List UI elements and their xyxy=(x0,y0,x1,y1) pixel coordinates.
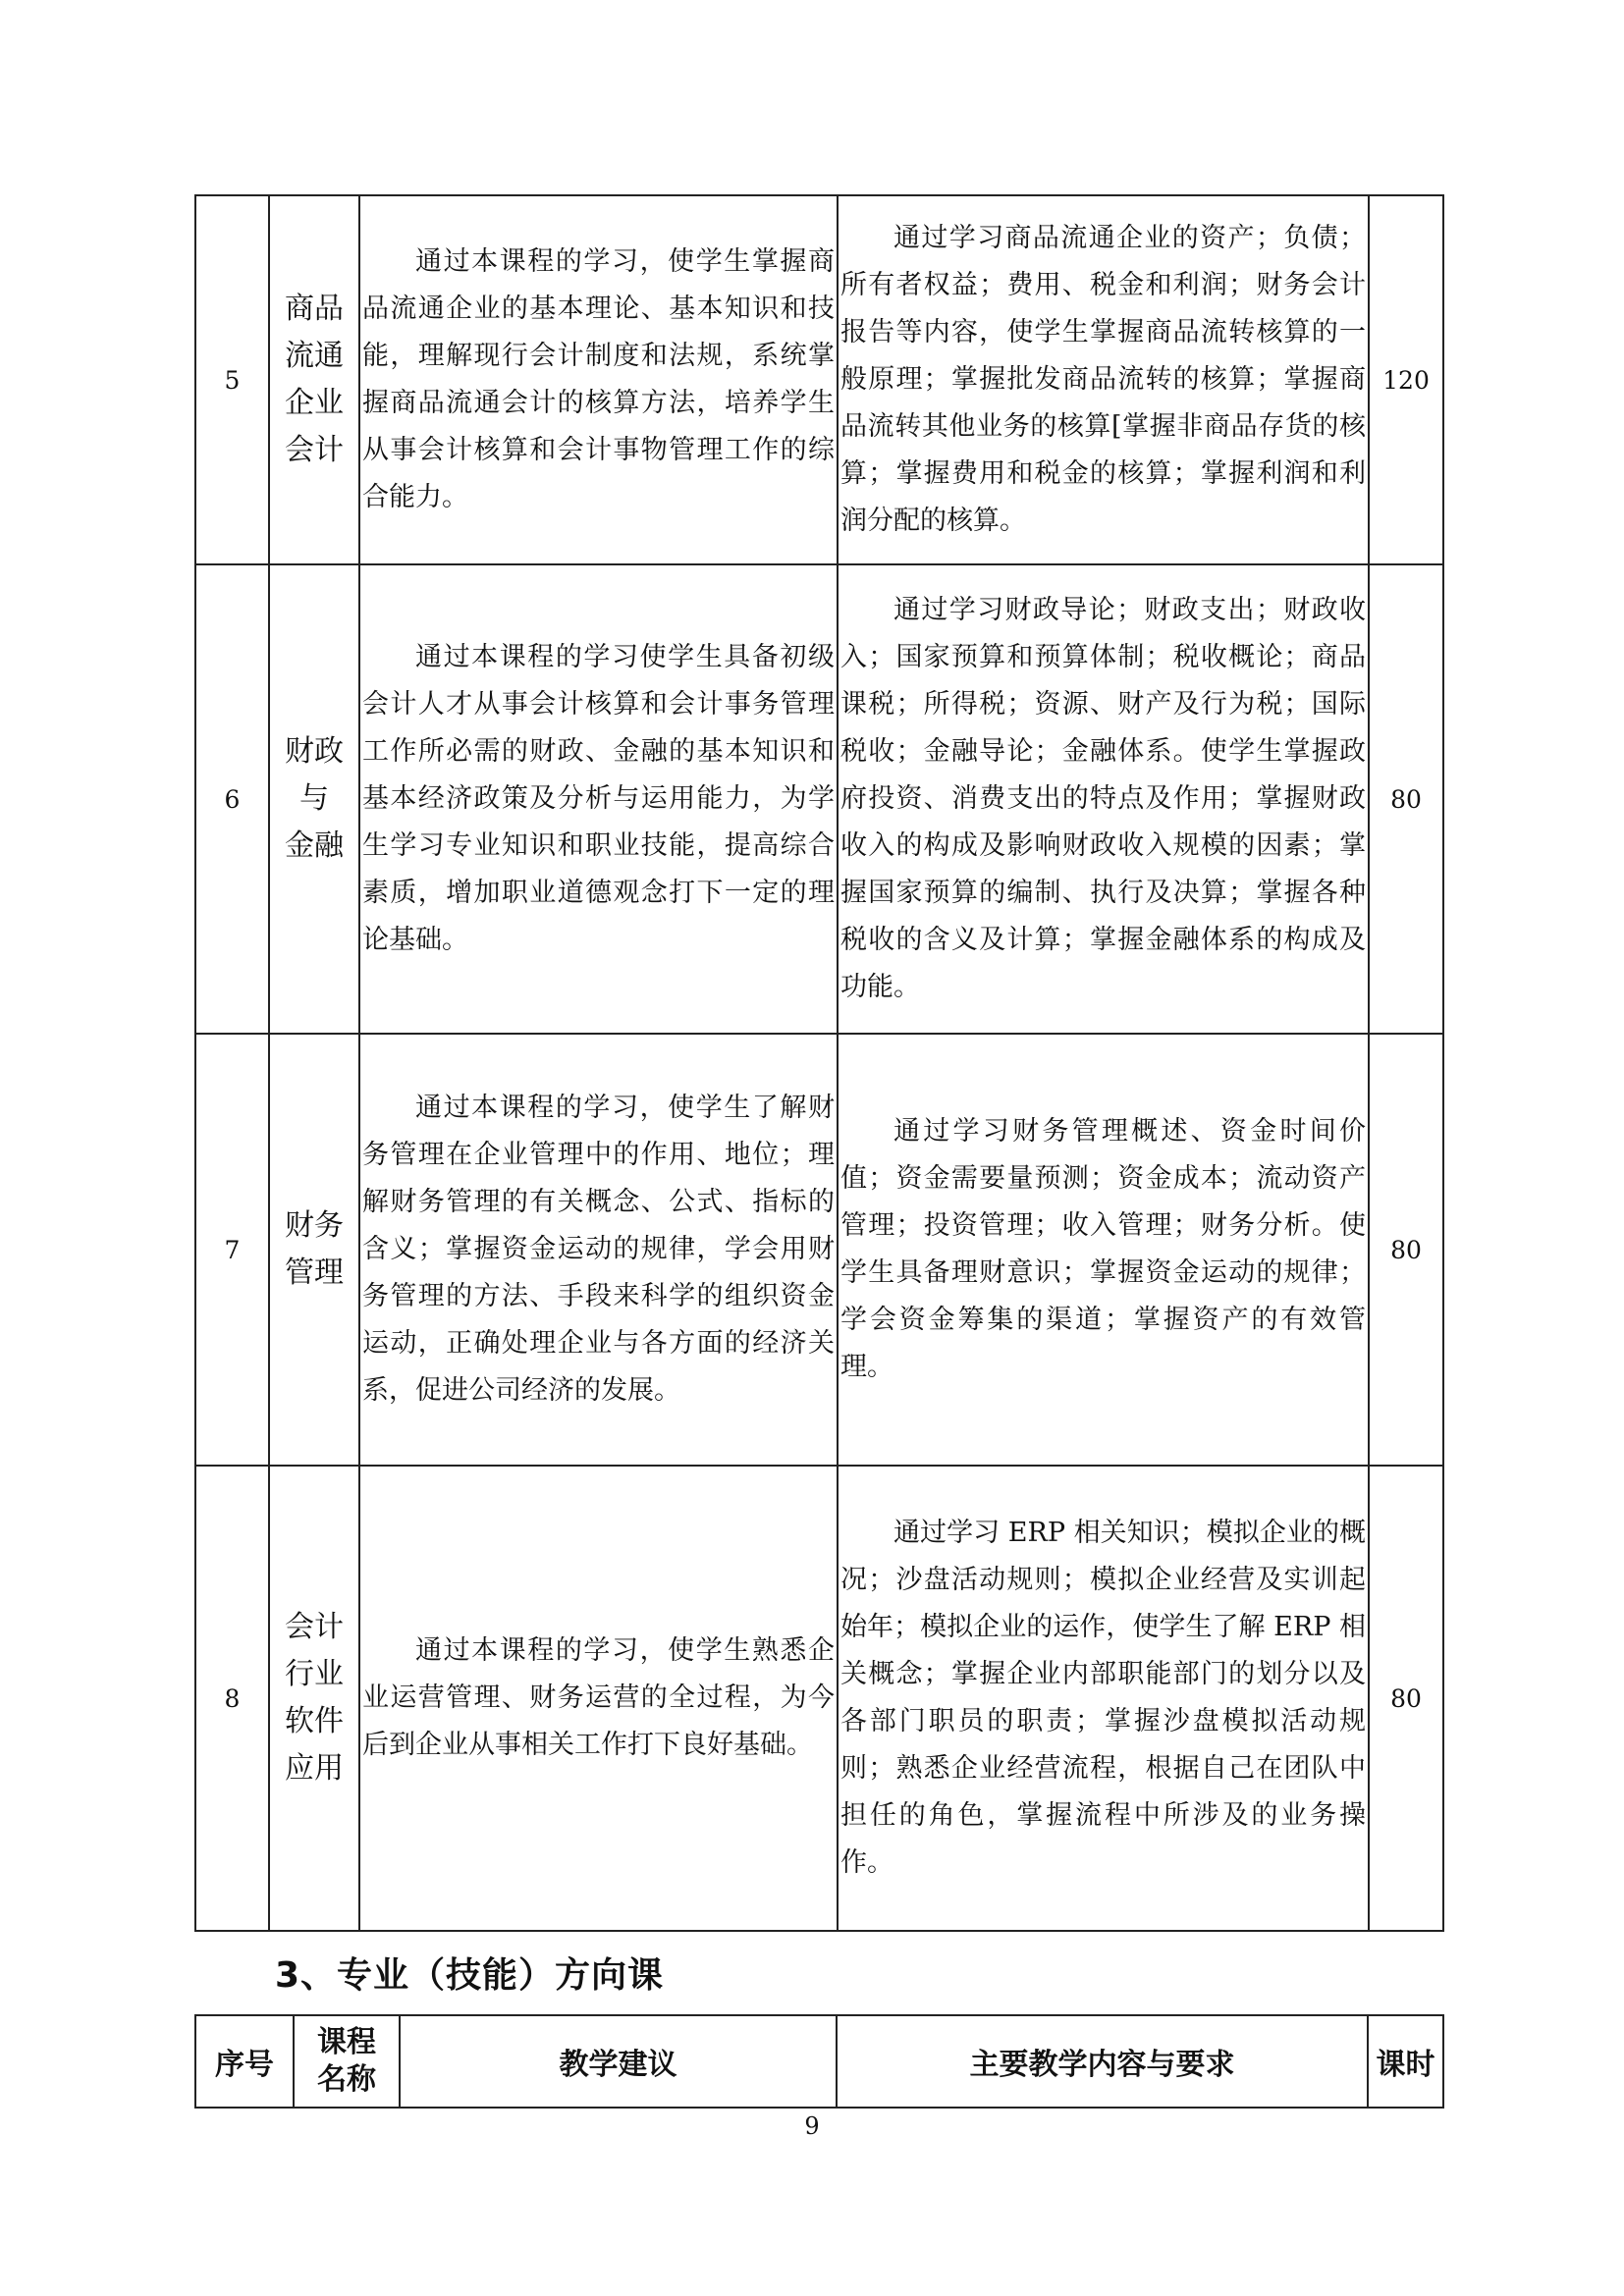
table-header-row xyxy=(195,2015,1443,2108)
page-number: 9 xyxy=(804,2112,820,2140)
course-name-line: 会计 xyxy=(285,1610,344,1644)
course-name xyxy=(269,1466,359,1931)
course-row-8 xyxy=(195,1466,1443,1931)
course-hours: 80 xyxy=(1369,1034,1443,1466)
teaching-content: 通过学习财政导论；财政支出；财政收入；国家预算和预算体制；税收概论；商品课税；所得税；资源、财产及行为税；国际税收；金融导论；金融体系。使学生掌握政府投资、消费支出的特点及作用；掌握财政收入的构成及影响财政收入规模的因素；掌握国家预算的编制、执行及决算；掌握各种税收的含义及计算；掌握金融体系的构成及功能。 xyxy=(840,595,1366,1002)
teaching-content-cell xyxy=(838,195,1369,564)
header-course-name xyxy=(294,2015,400,2108)
course-hours: 80 xyxy=(1369,1466,1443,1931)
course-name-line: 财务 xyxy=(285,1208,344,1243)
header-number: 序号 xyxy=(195,2015,294,2108)
course-table xyxy=(194,194,1444,1932)
course-row-7 xyxy=(195,1034,1443,1466)
section-heading: 3、专业（技能）方向课 xyxy=(275,1955,665,1996)
course-name-line: 金融 xyxy=(285,828,344,863)
header-course-name-line: 名称 xyxy=(317,2062,376,2097)
course-name xyxy=(269,1034,359,1466)
direction-course-table xyxy=(194,2014,1444,2109)
header-teaching-content: 主要教学内容与要求 xyxy=(837,2015,1368,2108)
course-hours: 80 xyxy=(1369,564,1443,1034)
teaching-suggestion-cell xyxy=(359,1034,838,1466)
course-row-5 xyxy=(195,195,1443,564)
course-name-line: 与 xyxy=(299,781,329,816)
course-name-line: 企业 xyxy=(285,386,344,420)
header-teaching-suggestion: 教学建议 xyxy=(400,2015,837,2108)
course-name-line: 会计 xyxy=(285,433,344,467)
course-number: 8 xyxy=(195,1466,269,1931)
course-name-line: 财政 xyxy=(285,734,344,769)
course-number: 7 xyxy=(195,1034,269,1466)
header-hours: 课时 xyxy=(1368,2015,1443,2108)
course-name-line: 流通 xyxy=(285,339,344,373)
teaching-suggestion-cell xyxy=(359,564,838,1034)
teaching-suggestion-cell xyxy=(359,1466,838,1931)
course-name-line: 管理 xyxy=(285,1255,344,1290)
teaching-suggestion: 通过本课程的学习，使学生熟悉企业运营管理、财务运营的全过程，为今后到企业从事相关工作打下良好基础。 xyxy=(362,1635,835,1760)
course-name xyxy=(269,564,359,1034)
course-row-6 xyxy=(195,564,1443,1034)
teaching-content: 通过学习商品流通企业的资产；负债；所有者权益；费用、税金和利润；财务会计报告等内容，使学生掌握商品流转核算的一般原理；掌握批发商品流转的核算；掌握商品流转其他业务的核算[掌握非商品存货的核算；掌握费用和税金的核算；掌握利润和利润分配的核算。 xyxy=(840,223,1366,536)
course-name-line: 商品 xyxy=(285,292,344,326)
header-course-name-line: 课程 xyxy=(317,2025,376,2059)
course-hours: 120 xyxy=(1369,195,1443,564)
teaching-content-cell xyxy=(838,564,1369,1034)
teaching-content: 通过学习财务管理概述、资金时间价值；资金需要量预测；资金成本；流动资产管理；投资管理；收入管理；财务分析。使学生具备理财意识；掌握资金运动的规律；学会资金筹集的渠道；掌握资产的有效管理。 xyxy=(840,1116,1366,1382)
course-name-line: 行业 xyxy=(285,1657,344,1691)
teaching-suggestion: 通过本课程的学习使学生具备初级会计人才从事会计核算和会计事务管理工作所必需的财政、金融的基本知识和基本经济政策及分析与运用能力，为学生学习专业知识和职业技能，提高综合素质，增加职业道德观念打下一定的理论基础。 xyxy=(362,642,835,955)
course-number: 6 xyxy=(195,564,269,1034)
course-name-line: 应用 xyxy=(285,1751,344,1786)
teaching-suggestion: 通过本课程的学习，使学生掌握商品流通企业的基本理论、基本知识和技能，理解现行会计制度和法规，系统掌握商品流通会计的核算方法，培养学生从事会计核算和会计事物管理工作的综合能力。 xyxy=(362,246,835,512)
teaching-content-cell xyxy=(838,1466,1369,1931)
course-number: 5 xyxy=(195,195,269,564)
teaching-suggestion: 通过本课程的学习，使学生了解财务管理在企业管理中的作用、地位；理解财务管理的有关概念、公式、指标的含义；掌握资金运动的规律，学会用财务管理的方法、手段来科学的组织资金运动，正确处理企业与各方面的经济关系，促进公司经济的发展。 xyxy=(362,1093,835,1406)
teaching-content: 通过学习 ERP 相关知识；模拟企业的概况；沙盘活动规则；模拟企业经营及实训起始年；模拟企业的运作，使学生了解 ERP 相关概念；掌握企业内部职能部门的划分以及各部门职员的职责；掌握沙盘模拟活动规则；熟悉企业经营流程，根据自己在团队中担任的角色，掌握流程中所涉及的业务操作。 xyxy=(840,1518,1366,1878)
course-name-line: 软件 xyxy=(285,1704,344,1738)
course-name xyxy=(269,195,359,564)
teaching-suggestion-cell xyxy=(359,195,838,564)
teaching-content-cell xyxy=(838,1034,1369,1466)
